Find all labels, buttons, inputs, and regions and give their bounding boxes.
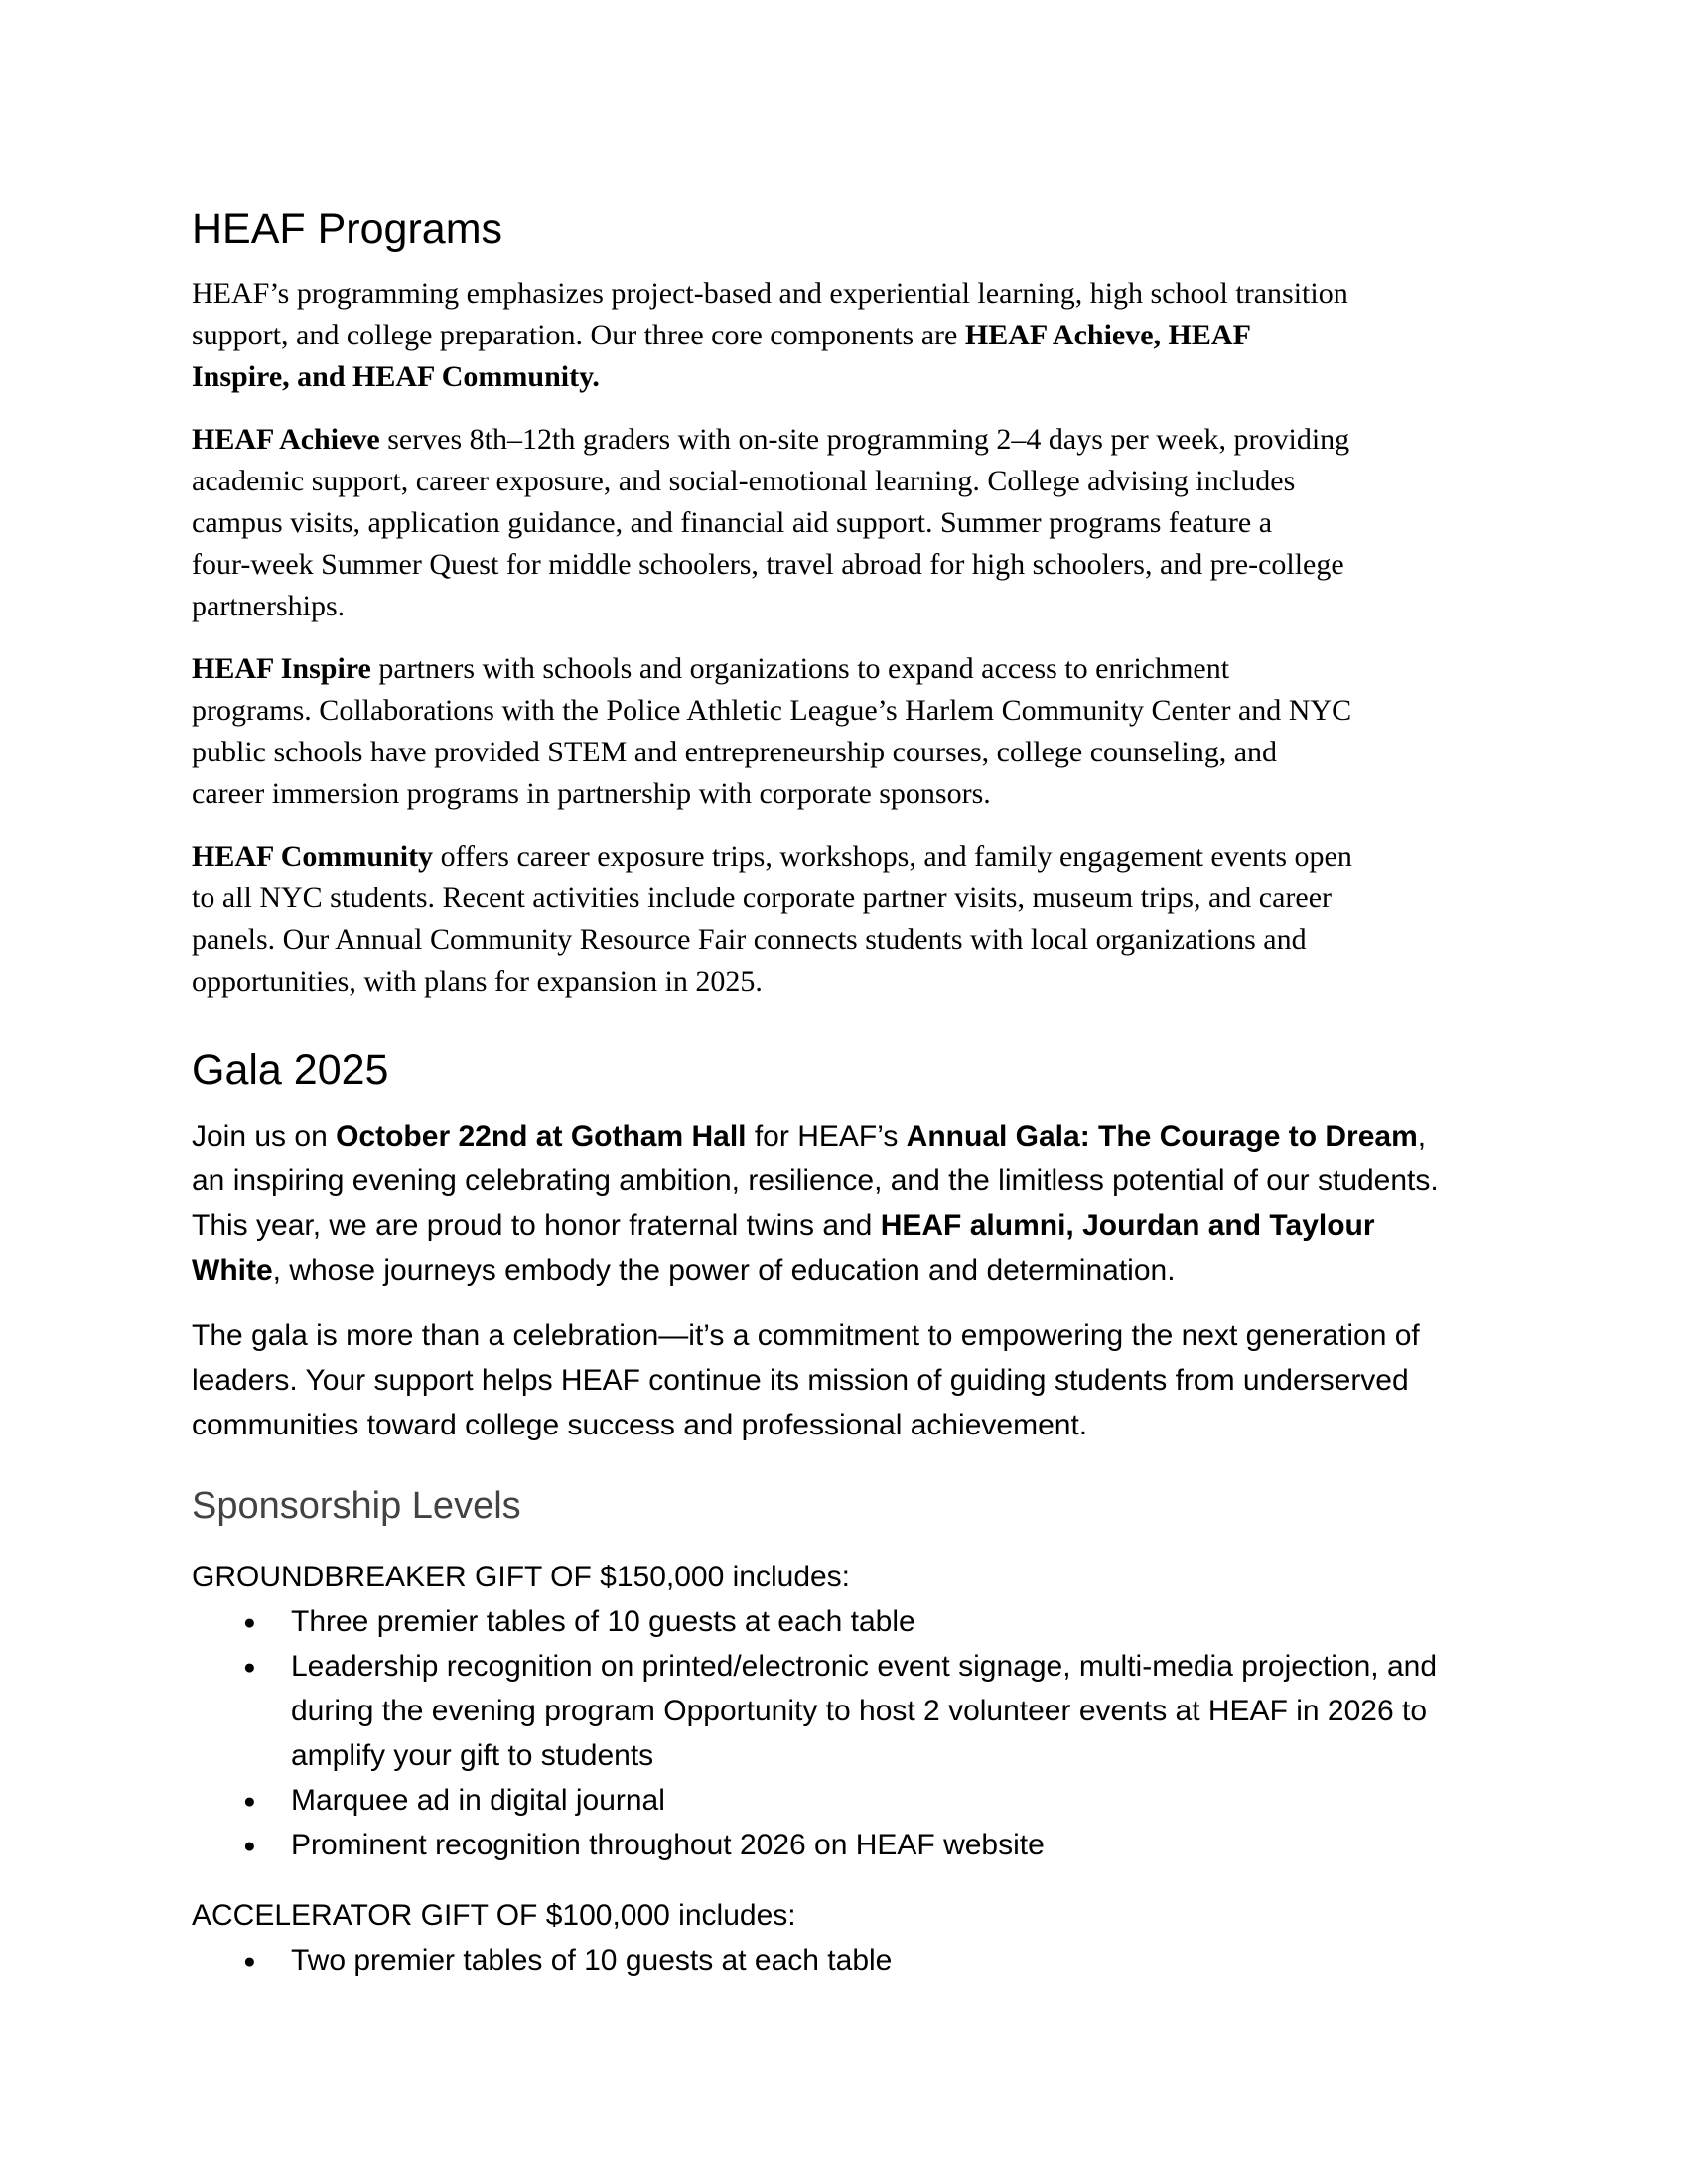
- text: Two premier tables of 10 guests at each table: [291, 1944, 893, 1977]
- bullet-item-text: [291, 1829, 1045, 1861]
- bullet-marker-icon: ●: [243, 1835, 256, 1857]
- bullet-item-text: [291, 1784, 665, 1817]
- text: programs. Collaborations with the Police Athletic League’s Harlem Community Center and NYC: [192, 694, 1352, 727]
- text: ,: [1417, 1120, 1427, 1153]
- paragraph-heaf-achieve: [192, 419, 1527, 627]
- bold-text: HEAF Community: [192, 840, 434, 873]
- text: public schools have provided STEM and entrepreneurship courses, college counseling, and: [192, 736, 1278, 768]
- text: campus visits, application guidance, and financial aid support. Summer programs feature a: [192, 506, 1273, 539]
- heading-gala-2025: Gala 2025: [192, 1046, 389, 1094]
- bullet-item: [192, 1644, 1527, 1778]
- bold-text: HEAF Inspire: [192, 652, 371, 685]
- paragraph-intro: [192, 273, 1527, 398]
- text: Marquee ad in digital journal: [291, 1784, 665, 1817]
- paragraph-heaf-community: [192, 836, 1527, 1003]
- bold-text: October 22nd at Gotham Hall: [336, 1120, 747, 1153]
- groundbreaker-benefits-list: [192, 1599, 1527, 1867]
- text: opportunities, with plans for expansion in 2025.: [192, 965, 763, 998]
- text: partnerships.: [192, 590, 346, 622]
- text: career immersion programs in partnership with corporate sponsors.: [192, 777, 991, 810]
- bullet-marker-icon: ●: [243, 1790, 256, 1813]
- text: HEAF’s programming emphasizes project-based and experiential learning, high school transition: [192, 277, 1348, 310]
- bullet-item-text: [291, 1650, 1437, 1772]
- text: ACCELERATOR GIFT OF $100,000 includes:: [192, 1899, 796, 1932]
- paragraph-accelerator-gift: [192, 1893, 1527, 1938]
- text: Three premier tables of 10 guests at each table: [291, 1605, 915, 1638]
- text: Prominent recognition throughout 2026 on HEAF website: [291, 1829, 1045, 1861]
- bold-text: Annual Gala: The Courage to Dream: [906, 1120, 1418, 1153]
- text: support, and college preparation. Our three core components are: [192, 319, 965, 351]
- bullet-item: [192, 1599, 1527, 1644]
- text: Leadership recognition on printed/electronic event signage, multi-media projection, and: [291, 1650, 1438, 1683]
- bullet-item-text: [291, 1605, 915, 1638]
- text: serves 8th–12th graders with on-site programming 2–4 days per week, providing: [379, 423, 1350, 456]
- paragraph-gala-invite: [192, 1114, 1527, 1293]
- text: , whose journeys embody the power of education and determination.: [272, 1254, 1176, 1287]
- text: partners with schools and organizations to expand access to enrichment: [370, 652, 1230, 685]
- paragraph-gala-mission: [192, 1313, 1527, 1447]
- bold-text: White: [192, 1254, 273, 1287]
- heading-sponsorship-levels: Sponsorship Levels: [192, 1485, 521, 1527]
- text: an inspiring evening celebrating ambition, resilience, and the limitless potential of our students.: [192, 1164, 1439, 1197]
- paragraph-groundbreaker-gift: [192, 1555, 1527, 1599]
- text: amplify your gift to students: [291, 1739, 654, 1772]
- bold-text: Inspire, and HEAF Community.: [192, 360, 600, 393]
- bold-text: HEAF Achieve, HEAF: [964, 319, 1251, 351]
- bullet-marker-icon: ●: [243, 1950, 256, 1973]
- text: This year, we are proud to honor fraternal twins and: [192, 1209, 881, 1242]
- bold-text: HEAF alumni, Jourdan and Taylour: [880, 1209, 1375, 1242]
- bold-text: HEAF Achieve: [192, 423, 380, 456]
- paragraph-heaf-inspire: [192, 648, 1527, 815]
- text: offers career exposure trips, workshops, and family engagement events open: [433, 840, 1352, 873]
- bullet-item: [192, 1778, 1527, 1823]
- bullet-marker-icon: ●: [243, 1656, 256, 1679]
- bullet-marker-icon: ●: [243, 1611, 256, 1634]
- text: communities toward college success and professional achievement.: [192, 1409, 1088, 1441]
- text: The gala is more than a celebration—it’s a commitment to empowering the next generation of: [192, 1319, 1420, 1352]
- text: to all NYC students. Recent activities include corporate partner visits, museum trips, and career: [192, 882, 1332, 914]
- text: leaders. Your support helps HEAF continue its mission of guiding students from underserved: [192, 1364, 1409, 1397]
- text: Join us on: [192, 1120, 337, 1153]
- text: four-week Summer Quest for middle schoolers, travel abroad for high schoolers, and pre-college: [192, 548, 1344, 581]
- text: during the evening program Opportunity to host 2 volunteer events at HEAF in 2026 to: [291, 1695, 1428, 1727]
- bullet-item-text: [291, 1944, 892, 1977]
- bullet-item: [192, 1823, 1527, 1867]
- text: for HEAF’s: [746, 1120, 907, 1153]
- text: panels. Our Annual Community Resource Fair connects students with local organizations and: [192, 923, 1307, 956]
- heading-heaf-programs: HEAF Programs: [192, 205, 503, 253]
- document-content: [192, 204, 1527, 1982]
- text: GROUNDBREAKER GIFT OF $150,000 includes:: [192, 1561, 851, 1593]
- text: academic support, career exposure, and social-emotional learning. College advising includes: [192, 465, 1296, 497]
- bullet-item: [192, 1938, 1527, 1982]
- accelerator-benefits-list: [192, 1938, 1527, 1982]
